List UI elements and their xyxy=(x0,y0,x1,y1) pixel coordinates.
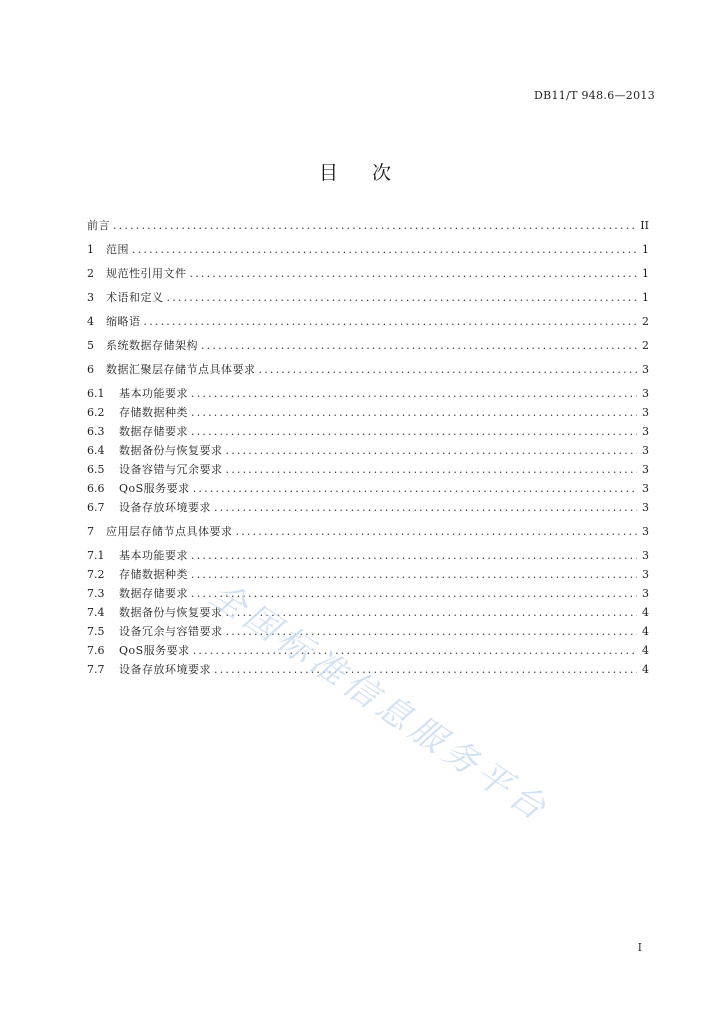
toc-entry-text: 规范性引用文件 xyxy=(106,267,187,280)
toc-entry-text: 设备存放环境要求 xyxy=(119,501,211,514)
toc-entry-number: 7.7 xyxy=(87,663,105,676)
toc-entry-number: 6.6 xyxy=(87,482,105,495)
toc-entry-number: 5 xyxy=(87,339,94,352)
toc-leader-dots xyxy=(236,522,638,541)
toc-entry-text: 应用层存储节点具体要求 xyxy=(106,525,233,538)
toc-entry-7-4[interactable] xyxy=(87,603,649,622)
toc-entry-page: 4 xyxy=(642,606,649,619)
toc-entry-6-6[interactable] xyxy=(87,479,649,498)
toc-entry-text: 缩略语 xyxy=(106,315,141,328)
toc-leader-dots xyxy=(193,479,637,498)
toc-entry-number: 7.6 xyxy=(87,644,105,657)
toc-entry-1[interactable] xyxy=(87,240,649,259)
toc-entry-text: QoS服务要求 xyxy=(119,482,190,495)
toc-entry-page: 3 xyxy=(642,501,649,514)
toc-entry-number: 1 xyxy=(87,243,94,256)
toc-entry-page: 3 xyxy=(642,482,649,495)
toc-entry-text: 基本功能要求 xyxy=(119,387,188,400)
toc-entry-page: 2 xyxy=(642,339,649,352)
toc-entry-number: 6.2 xyxy=(87,406,105,419)
toc-entry-number: 6.7 xyxy=(87,501,105,514)
toc-entry-page: 1 xyxy=(642,291,649,304)
toc-entry-6-3[interactable] xyxy=(87,422,649,441)
toc-entry-number: 6.4 xyxy=(87,444,105,457)
toc-entry-page: 4 xyxy=(642,663,649,676)
toc-entry-page: 2 xyxy=(642,315,649,328)
toc-title: 目次 xyxy=(318,162,425,184)
toc-entry-page: 3 xyxy=(642,549,649,562)
toc-entry-text: 设备存放环境要求 xyxy=(119,663,211,676)
toc-entry-page: 4 xyxy=(642,625,649,638)
toc-entry-page: 3 xyxy=(642,525,649,538)
toc-entry-number: 3 xyxy=(87,291,94,304)
toc-leader-dots xyxy=(191,384,637,403)
toc-entry-text: 前言 xyxy=(87,219,110,232)
toc-entry-page: 3 xyxy=(642,568,649,581)
toc-leader-dots xyxy=(226,441,638,460)
toc-entry-text: 数据存储要求 xyxy=(119,587,188,600)
toc-entry-text: 术语和定义 xyxy=(106,291,164,304)
watermark-text: 全国标准信息服务平台 xyxy=(202,574,557,820)
toc-entry-page: 3 xyxy=(642,425,649,438)
toc-entry-number: 7.5 xyxy=(87,625,105,638)
toc-leader-dots xyxy=(191,565,637,584)
toc-entry-3[interactable] xyxy=(87,288,649,307)
toc-entry-6-1[interactable] xyxy=(87,384,649,403)
toc-leader-dots xyxy=(191,546,637,565)
toc-leader-dots xyxy=(113,216,636,235)
toc-entry-text: 数据汇聚层存储节点具体要求 xyxy=(106,363,256,376)
toc-entry-6-5[interactable] xyxy=(87,460,649,479)
toc-entry-number: 6.3 xyxy=(87,425,105,438)
toc-leader-dots xyxy=(191,422,637,441)
page-number: I xyxy=(637,941,642,954)
toc-entry-number: 2 xyxy=(87,267,94,280)
toc-entry-number: 6.5 xyxy=(87,463,105,476)
toc-entry-number: 4 xyxy=(87,315,94,328)
toc-entry-number: 7.1 xyxy=(87,549,105,562)
standard-code: DB11/T 948.6—2013 xyxy=(533,89,655,102)
toc-entry-text: 范围 xyxy=(106,243,129,256)
toc-leader-dots xyxy=(259,360,638,379)
toc-leader-dots xyxy=(226,622,638,641)
toc-entry-5[interactable] xyxy=(87,336,649,355)
toc-entry-text: 存储数据种类 xyxy=(119,406,188,419)
toc-leader-dots xyxy=(226,603,638,622)
toc-leader-dots xyxy=(191,584,637,603)
toc-entry-page: 3 xyxy=(642,587,649,600)
toc-entry-text: 存储数据种类 xyxy=(119,568,188,581)
toc-entry-text: QoS服务要求 xyxy=(119,644,190,657)
toc-entry-text: 设备冗余与容错要求 xyxy=(119,625,223,638)
toc-entry-text: 基本功能要求 xyxy=(119,549,188,562)
toc-entry-7-3[interactable] xyxy=(87,584,649,603)
toc-entry-text: 数据备份与恢复要求 xyxy=(119,444,223,457)
toc-entry-7-1[interactable] xyxy=(87,546,649,565)
toc-entry-6-2[interactable] xyxy=(87,403,649,422)
toc-entry-6-7[interactable] xyxy=(87,498,649,517)
toc-leader-dots xyxy=(214,498,637,517)
toc-entry-page: 3 xyxy=(642,463,649,476)
toc-entry-page: 3 xyxy=(642,363,649,376)
toc-leader-dots xyxy=(167,288,638,307)
toc-entry-4[interactable] xyxy=(87,312,649,331)
toc-leader-dots xyxy=(190,264,638,283)
toc-list xyxy=(87,216,649,679)
toc-entry-text: 数据备份与恢复要求 xyxy=(119,606,223,619)
toc-entry-number: 7.3 xyxy=(87,587,105,600)
toc-entry-foreword[interactable] xyxy=(87,216,649,235)
toc-entry-text: 数据存储要求 xyxy=(119,425,188,438)
toc-entry-number: 7.4 xyxy=(87,606,105,619)
toc-entry-number: 7 xyxy=(87,525,94,538)
toc-entry-number: 6.1 xyxy=(87,387,105,400)
toc-leader-dots xyxy=(193,641,637,660)
toc-entry-page: 1 xyxy=(642,267,649,280)
toc-entry-page: 3 xyxy=(642,444,649,457)
toc-entry-7[interactable] xyxy=(87,522,649,541)
toc-leader-dots xyxy=(201,336,637,355)
toc-entry-7-2[interactable] xyxy=(87,565,649,584)
toc-entry-7-7[interactable] xyxy=(87,660,649,679)
toc-leader-dots xyxy=(132,240,637,259)
toc-entry-2[interactable] xyxy=(87,264,649,283)
toc-entry-7-5[interactable] xyxy=(87,622,649,641)
toc-entry-page: 3 xyxy=(642,406,649,419)
toc-leader-dots xyxy=(214,660,637,679)
toc-entry-page: 1 xyxy=(642,243,649,256)
toc-entry-number: 7.2 xyxy=(87,568,105,581)
toc-entry-7-6[interactable] xyxy=(87,641,649,660)
toc-entry-page: 3 xyxy=(642,387,649,400)
toc-entry-text: 系统数据存储架构 xyxy=(106,339,198,352)
toc-leader-dots xyxy=(191,403,637,422)
toc-leader-dots xyxy=(226,460,638,479)
toc-entry-6[interactable] xyxy=(87,360,649,379)
toc-entry-page: II xyxy=(640,219,649,232)
toc-entry-number: 6 xyxy=(87,363,94,376)
toc-entry-text: 设备容错与冗余要求 xyxy=(119,463,223,476)
toc-entry-page: 4 xyxy=(642,644,649,657)
toc-leader-dots xyxy=(144,312,638,331)
toc-entry-6-4[interactable] xyxy=(87,441,649,460)
